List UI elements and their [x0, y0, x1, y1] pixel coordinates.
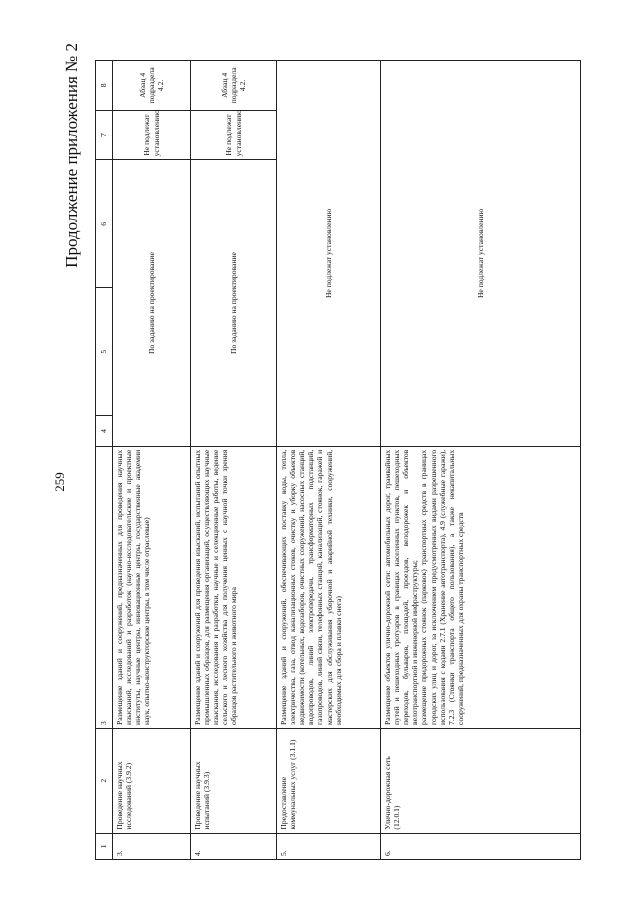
table-row: [191, 61, 277, 860]
row-number: 4.: [191, 833, 277, 859]
restrictions-cell: Не подлежат установлению: [113, 110, 191, 160]
restrictions-cell: Не подлежат установлению: [191, 110, 277, 160]
column-number-row: [96, 61, 113, 860]
column-number: 6: [96, 160, 113, 288]
use-type-description: Размещение зданий и сооружений, предназначенных для проведения научных изысканий, исследований и разработок (научно-исследовательские и проектные институты, научные центры, инновационные центры, государственные академии наук, опытно-конструкторские центры, в том числе отраслевые): [113, 446, 191, 728]
regulations-table: [95, 60, 581, 860]
column-number: 4: [96, 416, 113, 447]
parameters-cell: По заданию на проектирование: [191, 160, 277, 446]
row-number: 3.: [113, 833, 191, 859]
parameters-cell: По заданию на проектирование: [113, 160, 191, 446]
column-number: 1: [96, 833, 113, 859]
use-type-description: Размещение зданий и сооружений для проведения изысканий, испытаний опытных промышленных образцов, для размещения организаций, осуществляющих научные изыскания, исследования и разработки, научные и селекционные работы, ведение сельского и лесного хозяйства для получения ценных с научной точки зрения образцов растительного и животного мира: [191, 446, 277, 728]
column-number: 2: [96, 728, 113, 833]
use-type-name: Предоставление коммунальных услуг (3.1.1): [277, 728, 381, 833]
column-number: 7: [96, 110, 113, 160]
table-row: [277, 61, 381, 860]
use-type-description: [381, 446, 581, 728]
rotated-table-wrapper: [95, 60, 581, 860]
page-number: 259: [52, 472, 67, 492]
column-number: 3: [96, 446, 113, 728]
table-row: [113, 61, 191, 860]
appendix-header-text: Продолжение приложения № 2: [62, 43, 81, 268]
use-type-description: Размещение зданий и сооружений, обеспечивающих поставку воды, тепла, электричества, газа, отвод канализационных стоков, очистку и уборку объектов недвижимости (котельных, водозаборов, очистных сооружений, насосных станций, водопроводов, линий электропередачи, трансформаторных подстанций, газопроводов, линий связи, телефонных станций, канализаций, стоянок, гаражей и мастерских для обслуживания уборочной и аварийной техники, сооружений, необходимых для сбора и плавки снега): [277, 446, 381, 728]
merged-cell: Не подлежат установлению: [277, 61, 381, 447]
use-type-name: Улично-дорожная сеть (12.0.1): [381, 728, 581, 833]
use-type-name: Проведение научных исследований (3.9.2): [113, 728, 191, 833]
use-type-name: Проведение научных испытаний (3.9.3): [191, 728, 277, 833]
table-row: [381, 61, 581, 860]
row-number: 6.: [381, 833, 581, 859]
reference-cell: Абзац 4 подраздела 4.2.: [191, 61, 277, 111]
column-number: 8: [96, 61, 113, 111]
reference-cell: Абзац 4 подраздела 4.2.: [113, 61, 191, 111]
row-number: 5.: [277, 833, 381, 859]
merged-cell: Не подлежат установлению: [381, 61, 581, 447]
description-paragraph: Размещение объектов улично-дорожной сети: автомобильных дорог, трамвайных путей и пешеходных тротуаров в границах населенных пунктов, пешеходных переходов, бульваров, площадей, проездов, велодорожек и объектов велотранспортной и инженерной инфраструктуры;: [383, 449, 420, 725]
column-number: 5: [96, 288, 113, 416]
description-paragraph: размещение придорожных стоянок (парковок) транспортных средств в границах городских улиц и дорог, за исключением предусмотренных видами разрешенного использования с кодами 2.7.1 (Хранение автотранспорта), 4.9 (служебные гаражи), 7.2.3 (Стоянки транспорта общего пользования), а также некапитальных сооружений, предназначенных для охраны транспортных средств: [419, 449, 465, 725]
